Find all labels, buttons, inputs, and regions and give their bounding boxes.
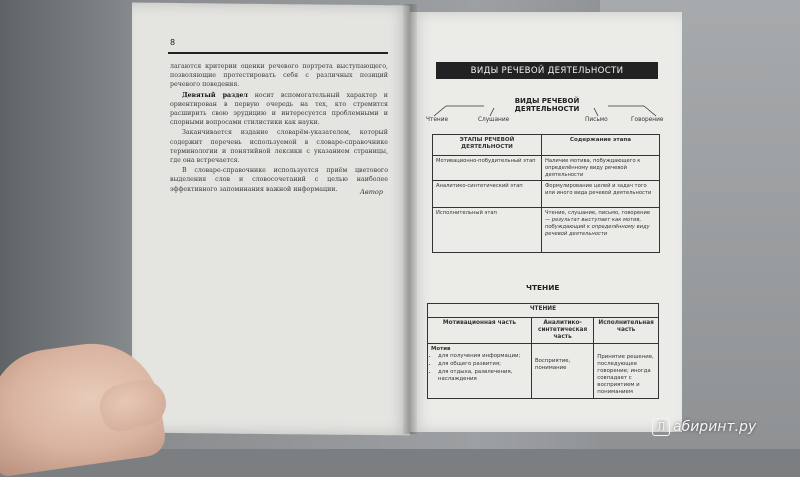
paragraph-1: лагаются критерии оценки речевого портрета выступающего, позволяющие протестировать себя с различных позиций речевого поведения. — [170, 63, 388, 89]
stage-content — [541, 208, 659, 253]
table-row — [433, 156, 660, 181]
motive-label: Мотив — [431, 346, 451, 352]
list-item: • для отдыха, развлечения, наслаждения — [438, 369, 528, 383]
reading-header-row — [428, 318, 659, 344]
stage-name: Исполнительный этап — [433, 208, 542, 253]
stages-header-content: Содержание этапа — [541, 135, 659, 156]
watermark-badge: Л — [652, 418, 670, 436]
author-signature: Автор — [360, 188, 383, 196]
motive-list — [431, 353, 528, 383]
watermark-text: абиринт.ру — [673, 419, 757, 435]
stage-name: Мотивационно-побудительный этап — [433, 156, 542, 181]
diagram-title: ВИДЫ РЕЧЕВОЙ ДЕЯТЕЛЬНОСТИ — [514, 97, 580, 113]
paragraph-2-body: носит вспомогательный характер и ориентирован в первую очередь на тех, кто стремится расширить свою эрудицию и интересуется проблемными и спорными вопросами стилистики как науки. — [170, 91, 388, 127]
list-item: • для общего развития; — [438, 361, 528, 368]
reading-header-motive: Мотивационная часть — [428, 318, 532, 344]
table-row — [433, 208, 660, 253]
connector-reading — [434, 106, 446, 116]
stage-content-tail: — результат выступает как мотив, побуждающий к определённому виду речевой деятельности — [544, 217, 650, 237]
reading-caption: ЧТЕНИЕ — [428, 304, 659, 318]
stage-content: Наличие мотива, побуждающего к определённому виду речевой деятельности — [541, 156, 659, 181]
reading-analytic-cell: Восприятие, понимание — [531, 344, 593, 399]
paragraph-3: Заканчивается издание словарём-указателем, который содержит перечень используемой в словаре-справочнике терминологии и понятийной лексики с указанием страницы, где она встречается. — [170, 129, 388, 165]
stage-content: Формулирование целей и задач того или иного вида речевой деятельности — [541, 181, 659, 208]
stages-header-stage: ЭТАПЫ РЕЧЕВОЙ ДЕЯТЕЛЬНОСТИ — [433, 135, 542, 156]
reading-motive-cell — [428, 344, 532, 399]
stages-header-row — [433, 135, 660, 156]
reading-table — [427, 303, 659, 399]
section-banner: ВИДЫ РЕЧЕВОЙ ДЕЯТЕЛЬНОСТИ — [436, 62, 658, 79]
header-rule — [168, 52, 388, 54]
stage-content-lead: Чтение, слушание, письмо, говорение — [544, 210, 651, 217]
labirint-watermark — [652, 418, 756, 436]
reading-header-analytic: Аналитико-синтетическая часть — [531, 318, 593, 344]
branch-listening: Слушание — [478, 117, 510, 123]
bold-lead: Девятый раздел — [182, 91, 248, 99]
list-item: • для получения информации; — [438, 353, 528, 360]
connector-speaking — [644, 106, 656, 116]
table-row — [428, 344, 659, 399]
paragraph-4: В словаре-справочнике используется приём цветового выделения слов и словосочетаний с целью наиболее эффективного запоминания важной информации. — [170, 167, 388, 193]
branch-writing: Письмо — [585, 117, 608, 123]
branch-reading: Чтение — [426, 117, 449, 123]
table-row — [433, 181, 660, 208]
paragraph-2 — [170, 91, 388, 128]
reading-caption-row — [428, 304, 659, 318]
page-number: 8 — [170, 38, 176, 47]
stages-table — [432, 134, 660, 253]
stage-name: Аналитико-синтетический этап — [433, 181, 542, 208]
reading-executive-cell: Принятие решение, последующее говорение; иногда совпадает с восприятием и пониманием — [594, 344, 659, 399]
reading-header-executive: Исполнительная часть — [594, 318, 659, 344]
reading-title: ЧТЕНИЕ — [526, 283, 560, 292]
left-page-text — [170, 62, 388, 195]
book-gutter — [403, 4, 417, 434]
branch-speaking: Говорение — [631, 117, 664, 123]
